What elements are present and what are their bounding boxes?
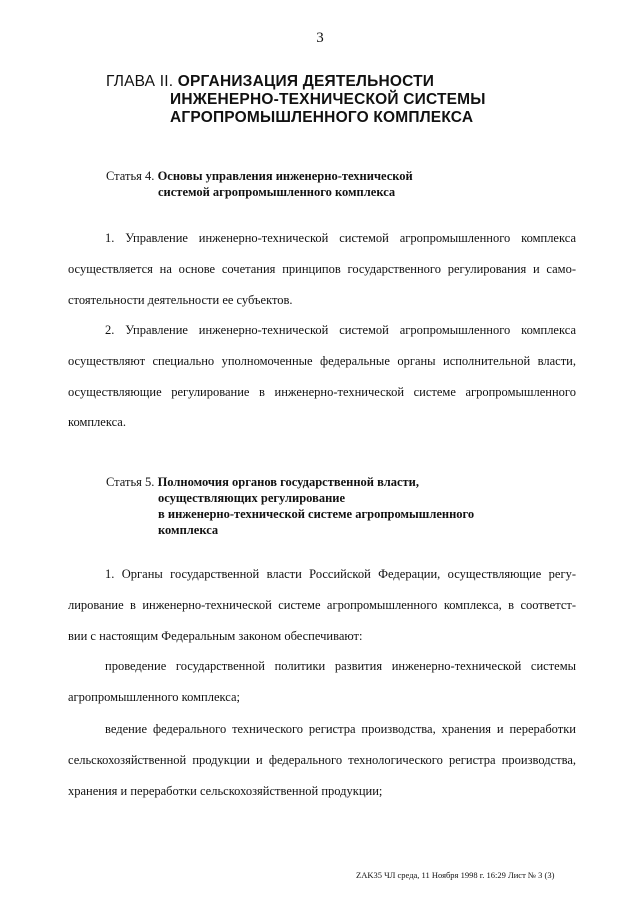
article-5-title-line: в инженерно-технической системе агропромышленного [158, 507, 475, 521]
chapter-title-line: АГРОПРОМЫШЛЕННОГО КОМПЛЕКСА [170, 109, 474, 126]
page-number: 3 [316, 30, 324, 46]
text-line: лирование в инженерно-технической системе агропромышленного комплекса, в соответст- [68, 597, 576, 612]
article-5-paragraph-2 [68, 651, 576, 713]
page-footer: ZAK35 ЧЛ среда, 11 Ноября 1998 г. 16:29 Лист № 3 (3) [356, 870, 555, 880]
article-5-paragraph-3 [68, 714, 576, 806]
text-line: сельскохозяйственной продукции и федерального технологического регистра производства, [68, 752, 576, 767]
article-5-heading [106, 474, 586, 538]
article-5-prefix: Статья 5. [106, 475, 155, 489]
article-5-paragraph-1 [68, 559, 576, 651]
text-line: комплекса. [68, 415, 126, 430]
text-line: 1. Управление инженерно-технической системой агропромышленного комплекса [105, 231, 576, 245]
chapter-heading [106, 73, 586, 127]
article-5-title-line: комплекса [158, 523, 219, 537]
text-line: стоятельности деятельности ее субъектов. [68, 292, 293, 307]
article-4-prefix: Статья 4. [106, 169, 155, 183]
chapter-prefix: ГЛАВА II. [106, 73, 174, 90]
article-4-paragraph-2 [68, 315, 576, 438]
text-line: вии с настоящим Федеральным законом обеспечивают: [68, 628, 363, 643]
article-4-heading-line-1 [106, 168, 586, 184]
chapter-title-line: ОРГАНИЗАЦИЯ ДЕЯТЕЛЬНОСТИ [177, 73, 435, 90]
article-4-heading [106, 168, 586, 200]
text-line: агропромышленного комплекса; [68, 689, 240, 704]
article-4-title-line: Основы управления инженерно-технической [157, 169, 413, 183]
article-5-heading-line-1 [106, 474, 586, 490]
text-line: 1. Органы государственной власти Российской Федерации, осуществляющие регу- [105, 567, 576, 581]
article-5-title-line: Полномочия органов государственной власти, [157, 475, 419, 489]
text-line: осуществляющие регулирование в инженерно-технической системе агропромышленного [68, 384, 576, 399]
text-line: осуществляют специально уполномоченные федеральные органы исполнительной власти, [68, 353, 576, 368]
chapter-title-line: ИНЖЕНЕРНО-ТЕХНИЧЕСКОЙ СИСТЕМЫ [170, 91, 486, 108]
article-5-title-line: осуществляющих регулирование [158, 491, 346, 505]
text-line: 2. Управление инженерно-технической системой агропромышленного комплекса [105, 323, 576, 337]
text-line: хранения и переработки сельскохозяйственной продукции; [68, 783, 383, 798]
text-line: осуществляется на основе сочетания принципов государственного регулирования и само- [68, 261, 576, 276]
article-4-title-line: системой агропромышленного комплекса [158, 185, 396, 199]
article-4-paragraph-1 [68, 223, 576, 315]
text-line: ведение федерального технического регистра производства, хранения и переработки [105, 722, 576, 736]
chapter-heading-line-1 [106, 73, 586, 91]
text-line: проведение государственной политики развития инженерно-технической системы [105, 659, 576, 673]
